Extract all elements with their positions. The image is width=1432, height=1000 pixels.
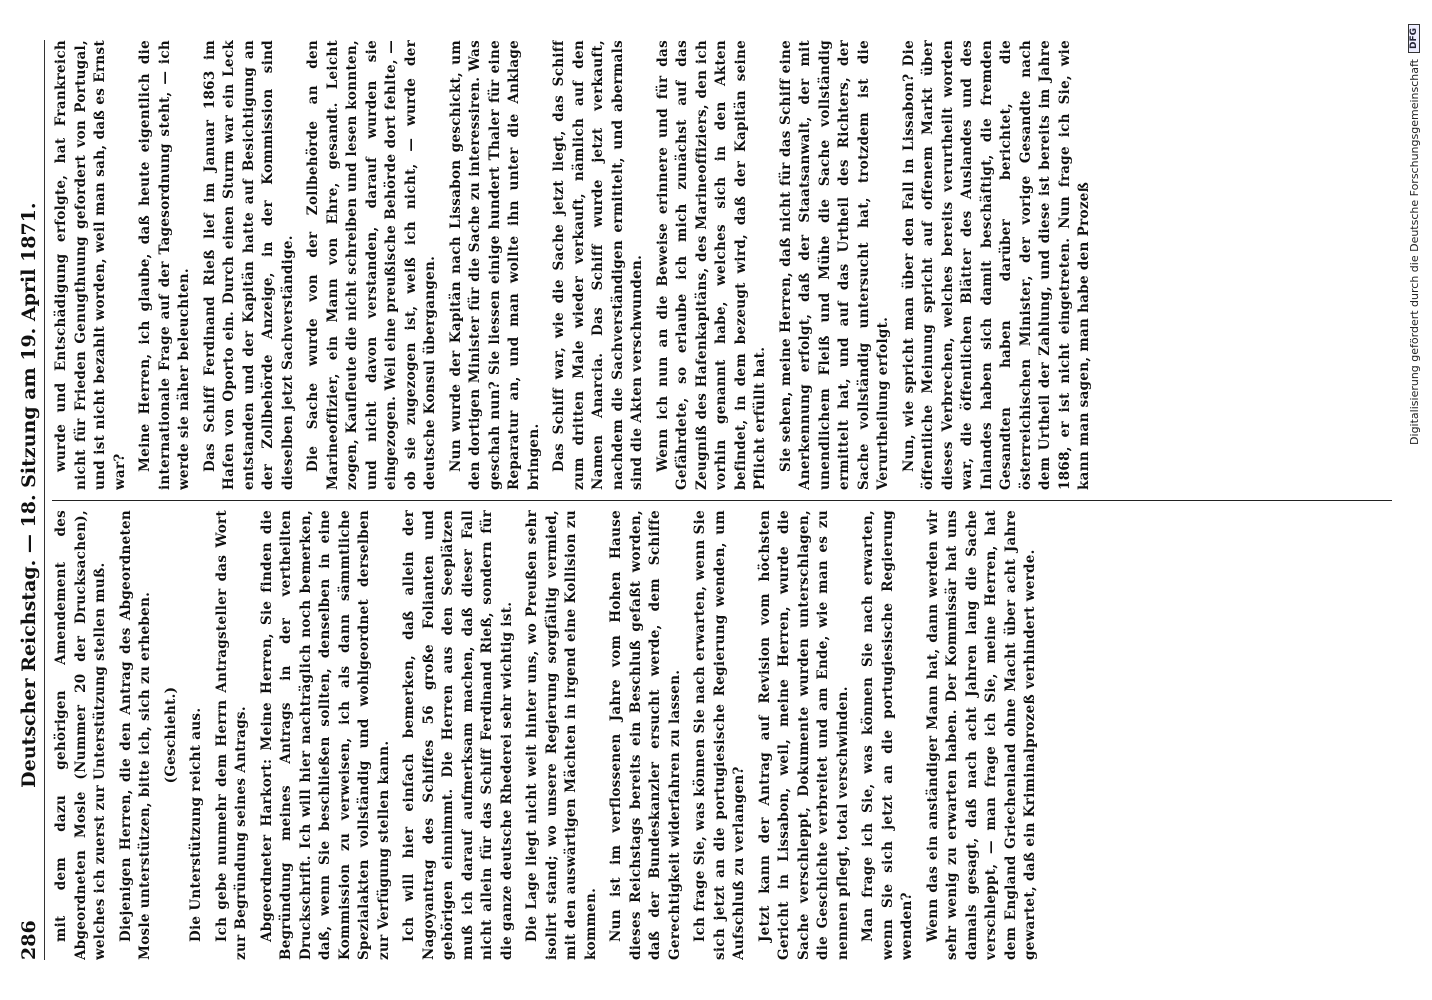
paragraph: Die Sache wurde von der Zollbehörde an den Marineoffizier, ein Mann von Ehre, gesandt. Leicht zogen, Kaufleute die nicht schreiben und lesen konnten, und nicht davon verstanden, darauf wurden sie eingezogen. Weil eine preußische Behörde dort fehlte, — ob sie zugezogen ist, weiß ich nicht, — wurde der deutsche Konsul übergangen. [305, 40, 438, 490]
paragraph: Jetzt kann der Antrag auf Revision vom höchsten Gericht in Lissabon, weil, meine Herren, wurde die Sache verschleppt, Dokumente wurden unterschlagen, die Geschichte verbreitet und am Ende, wie man es zu nennen pflegt, total verschwinden. [756, 510, 851, 960]
paragraph: Die Unterstützung reicht aus. [188, 707, 204, 942]
paragraph: Das Schiff war, wie die Sache jetzt liegt, das Schiff zum dritten Male wieder verkauft, nämlich auf den Namen Anarcia. Das Schiff wurde jetzt verkauft, nachdem die Sachverständigen ermittelt, und abermals sind die Akten verschwunden. [551, 40, 645, 490]
paragraph: Wenn ich nun an die Beweise erinnere und für das Gefährdete, so erlaube ich mich zunächst auf das Zeugniß des Hafenkapitäns, des Marineoffiziers, den ich vorhin genannt habe, welches sich in den Akten befindet, in dem bezeugt wird, daß der Kapitän seine Pflicht erfüllt hat. [654, 40, 768, 490]
page-number: 286 [18, 920, 40, 960]
paragraph: Sie sehen, meine Herren, daß nicht für das Schiff eine Anerkennung erfolgt, daß der Staatsanwalt, der mit unendlichem Fleiß und Mühe die Sache vollständig ermittelt hat, und auf das Urtheil des Richters, der Sache vollständig untersucht hat, trotzdem ist die Verurtheilung erfolgt. [777, 40, 891, 490]
digitization-credit [1400, 0, 1428, 1000]
page-header [14, 40, 45, 960]
dfg-logo-icon: DFG [1408, 24, 1420, 53]
paragraph: Meine Herren, ich glaube, daß heute eigentlich die internationale Frage auf der Tagesordnung steht, — ich werde sie näher beleuchten. [137, 40, 192, 490]
paragraph: mit dem dazu gehörigen Amendement des Abgeordneten Mosle (Nummer 20 der Drucksachen), welches ich zuerst zur Unterstützung stellen muß. [53, 510, 108, 960]
right-column [52, 40, 1392, 490]
paragraph: Ich will hier einfach bemerken, daß allein der Nagoyantrag des Schiffes 56 große Folianten und gehörigen einnimmt. Die Herren aus den Seeplätzen muß ich darauf aufmerksam machen, daß dieser Fall nicht allein für das Schiff Ferdinand Rieß, sondern für die ganze deutsche Rhederei sehr wichtig ist. [401, 510, 515, 960]
left-column [52, 510, 1392, 960]
paragraph: Abgeordneter Harkort: Meine Herren, Sie finden die Begründung meines Antrags in der vertheilten Druckschrift. Ich will hier nachträglich noch bemerken, daß, wenn Sie beschließen sollten, denselben in eine Kommission zu verweisen, ich als dann sämmtliche Spezialakten vollständig und wohlgeordnet derselben zur Verfügung stellen kann. [258, 510, 392, 960]
column-divider [52, 500, 1392, 501]
paragraph: Ich frage Sie, was können Sie nach erwarten, wenn Sie sich jetzt an die portugiesische Regierung wenden, um Aufschluß zu verlangen? [692, 510, 747, 960]
paragraph: Nun ist im verflossenen Jahre vom Hohen Hause dieses Reichstags bereits ein Beschluß gefaßt worden, daß der Bundeskanzler ersucht werde, dem Schiffe Gerechtigkeit widerfahren zu lassen. [608, 510, 683, 960]
paragraph: Die Lage liegt nicht weit hinter uns, wo Preußen sehr isolirt stand; wo unsere Regierung sorgfältig vermied, mit den auswärtigen Mächten in irgend eine Kollision zu kommen. [524, 510, 599, 960]
paragraph: Nun wurde der Kapitän nach Lissabon geschickt, um den dortigen Minister für die Sache zu interessiren. Was geschah nun? Sie liessen einige hundert Thaler für eine Reparatur an, und man wollte ihn unter die Anklage bringen. [447, 40, 542, 490]
paragraph: Nun, wie spricht man über den Fall in Lissabon? Die öffentliche Meinung spricht auf offenem Markt über dieses Verbrechen, welches bereits verurtheilt worden war, die öffentlichen Blätter des Auslandes und des Inlandes haben sich damit beschäftigt, die fremden Gesandten haben darüber berichtet, die österreichischen Minister, der vorige Gesandte nach dem Urtheil der Zahlung, und diese ist bereits im Jahre 1868, er ist nicht eingetreten. Nun frage ich Sie, wie kann man sagen, man habe den Prozeß [900, 40, 1092, 490]
paragraph: wurde und Entschädigung erfolgte, hat Frankreich nicht für Frieden Genugthuung gefordert von Portugal, und ist nicht bezahlt worden, weil man sah, daß es Ernst war? [53, 40, 128, 490]
paragraph: Man frage ich Sie, was können Sie nach erwarten, wenn Sie sich jetzt an die portugiesische Regierung wenden? [860, 510, 915, 960]
paragraph: Ich gebe nunmehr dem Herrn Antragsteller das Wort zur Begründung seines Antrags. [213, 510, 249, 960]
page-title: Deutscher Reichstag. — 18. Sitzung am 19. April 1871. [18, 202, 40, 788]
paragraph: Das Schiff Ferdinand Rieß lief im Januar 1863 im Hafen von Oporto ein. Durch einen Sturm war ein Leck entstanden und der Kapitän hatte auf Besichtigung an der Zollbehörde Anzeige, in der Kommission sind dieselben jetzt Sachverständige. [201, 40, 296, 490]
credit-text: Digitalisierung gefördert durch die Deutsche Forschungsgemeinschaft [1407, 59, 1421, 445]
paragraph: Diejenigen Herren, die den Antrag des Abgeordneten Mosle unterstützen, bitte ich, sich zu erheben. [117, 510, 153, 960]
paragraph: (Geschieht.) [162, 686, 179, 784]
paragraph: Wenn das ein anständiger Mann hat, dann werden wir sehr wenig zu erwarten haben. Der Kommissär hat uns damals gesagt, daß nach acht Jahren lang die Sache verschleppt, — man frage ich Sie, meine Herren, hat dem England Griechenland ohne Macht über acht Jahre gewartet, daß ein Kriminalprozeß verhindert werde. [924, 510, 1038, 960]
